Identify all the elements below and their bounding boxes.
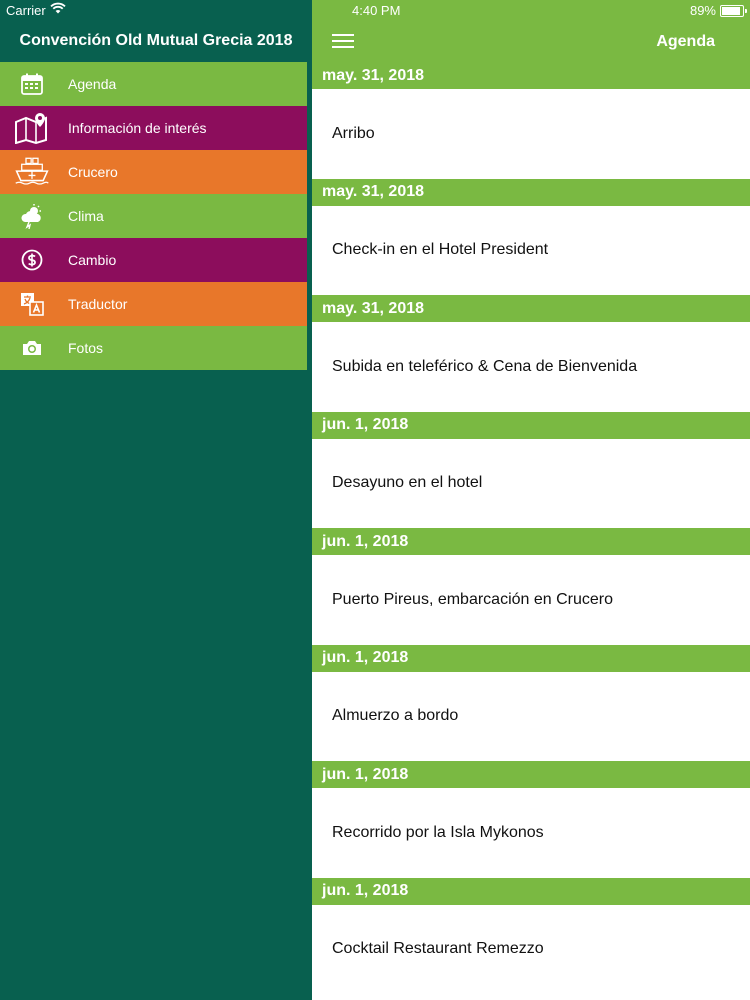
calendar-icon xyxy=(14,68,50,100)
sidebar-item-label: Crucero xyxy=(68,164,118,180)
agenda-event-row[interactable]: Recorrido por la Isla Mykonos xyxy=(312,788,750,878)
carrier-label: Carrier xyxy=(6,3,46,18)
clock-label: 4:40 PM xyxy=(352,3,401,18)
sidebar-item-fotos[interactable] xyxy=(0,326,307,370)
page-title: Agenda xyxy=(656,33,715,50)
agenda-event-row[interactable]: Arribo xyxy=(312,89,750,179)
sidebar-item-clima[interactable] xyxy=(0,194,307,238)
agenda-date-header: jun. 1, 2018 xyxy=(312,645,750,672)
agenda-date-header: may. 31, 2018 xyxy=(312,62,750,89)
sidebar-item-label: Información de interés xyxy=(68,120,207,136)
sidebar-item-label: Cambio xyxy=(68,252,117,268)
status-bar-left xyxy=(0,0,312,20)
agenda-event-row[interactable]: Check-in en el Hotel President xyxy=(312,206,750,296)
agenda-event-row[interactable]: Puerto Pireus, embarcación en Crucero xyxy=(312,555,750,645)
status-bar-right xyxy=(312,0,750,20)
translate-icon xyxy=(14,288,50,320)
camera-icon xyxy=(14,332,50,364)
sidebar-title: Convención Old Mutual Grecia 2018 xyxy=(19,32,293,49)
sidebar-item-label: Clima xyxy=(68,208,104,224)
agenda-event-row[interactable]: Almuerzo a bordo xyxy=(312,672,750,762)
sidebar-item-label: Fotos xyxy=(68,340,104,356)
sidebar-item-traductor[interactable] xyxy=(0,282,307,326)
weather-icon xyxy=(14,200,50,232)
dollar-icon xyxy=(14,244,50,276)
navigation-bar xyxy=(312,0,750,62)
ship-icon xyxy=(14,156,50,188)
sidebar-item-cambio[interactable] xyxy=(0,238,307,282)
sidebar-item-crucero[interactable] xyxy=(0,150,307,194)
sidebar-item-informacion[interactable] xyxy=(0,106,307,150)
agenda-list xyxy=(312,62,750,994)
agenda-date-header: may. 31, 2018 xyxy=(312,179,750,206)
agenda-date-header: jun. 1, 2018 xyxy=(312,412,750,439)
sidebar-item-label: Traductor xyxy=(68,296,128,312)
map-pin-icon xyxy=(14,112,50,144)
agenda-date-header: jun. 1, 2018 xyxy=(312,528,750,555)
battery-icon xyxy=(720,5,744,17)
main-panel xyxy=(312,0,750,1000)
agenda-date-header: jun. 1, 2018 xyxy=(312,761,750,788)
agenda-date-header: may. 31, 2018 xyxy=(312,295,750,322)
agenda-event-row[interactable]: Desayuno en el hotel xyxy=(312,439,750,529)
sidebar-item-label: Agenda xyxy=(68,76,117,92)
sidebar-item-agenda[interactable] xyxy=(0,62,307,106)
wifi-icon xyxy=(50,1,66,18)
agenda-event-row[interactable]: Cocktail Restaurant Remezzo xyxy=(312,905,750,995)
menu-icon[interactable] xyxy=(332,34,354,48)
agenda-event-row[interactable]: Subida en teleférico & Cena de Bienvenida xyxy=(312,322,750,412)
battery-percent: 89% xyxy=(689,3,716,18)
sidebar xyxy=(0,0,312,1000)
agenda-date-header: jun. 1, 2018 xyxy=(312,878,750,905)
sidebar-menu xyxy=(0,62,307,370)
